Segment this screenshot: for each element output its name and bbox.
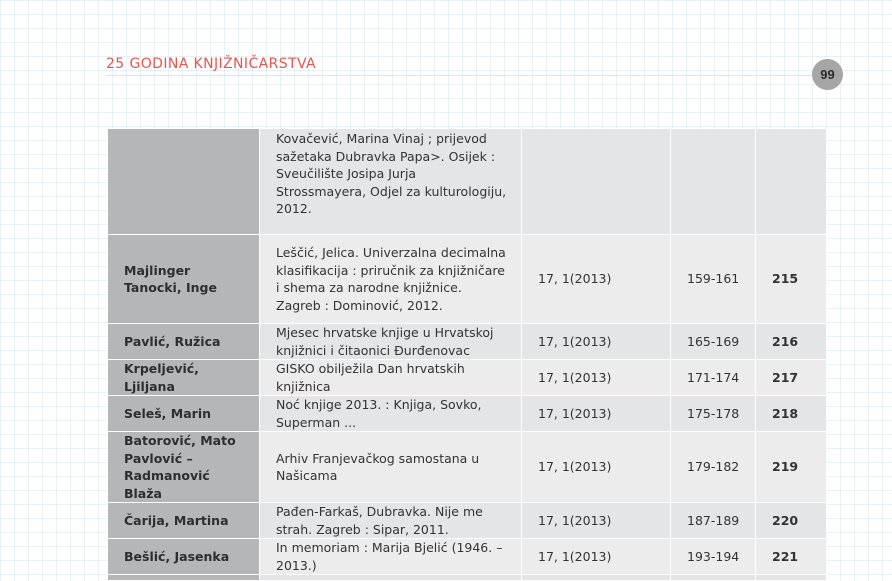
table-row (108, 360, 827, 396)
issue-cell (522, 129, 671, 235)
title-cell: Noć knjige 2013. : Knjiga, Sovko, Superman ... (260, 396, 522, 432)
table-row (108, 539, 827, 575)
pages-cell: 179-182 (671, 432, 756, 503)
page-number-badge: 99 (812, 59, 843, 90)
title-cell: Leščić, Jelica. Univerzalna decimalna klasifikacija : priručnik za knjižničare i shema za narodne knjižnice. Zagreb : Dominović, 2012. (260, 235, 522, 324)
table-row (108, 432, 827, 503)
author-cell: Krpeljević, Ljiljana (108, 360, 260, 396)
title-cell: Mjesec hrvatske knjige u Hrvatskoj knjižnici i čitaonici Đurđenovac (260, 324, 522, 360)
running-header-title: 25 GODINA KNJIŽNIČARSTVA (106, 56, 317, 72)
issue-cell: 17, 1(2013) (522, 432, 671, 503)
pages-cell: 165-169 (671, 324, 756, 360)
author-cell: Pavlić, Ružica (108, 324, 260, 360)
pages-cell: 175-178 (671, 396, 756, 432)
title-cell: In memoriam : Marija Bjelić (1946. – 2013.) (260, 539, 522, 575)
title-cell: Arhiv Franjevačkog samostana u Našicama (260, 432, 522, 503)
entry-number-cell: 219 (756, 432, 827, 503)
entry-number-cell: 220 (756, 503, 827, 539)
pages-cell: 187-189 (671, 503, 756, 539)
table-row (108, 396, 827, 432)
title-cell: Pađen-Farkaš, Dubravka. Nije me strah. Zagreb : Sipar, 2011. (260, 503, 522, 539)
entry-number-cell: 216 (756, 324, 827, 360)
bibliography-table (107, 128, 827, 581)
author-cell: Seleš, Marin (108, 396, 260, 432)
header-divider (106, 75, 816, 76)
entry-number-cell: 218 (756, 396, 827, 432)
issue-cell: 17, 1(2013) (522, 324, 671, 360)
author-cell: Čarija, Martina (108, 503, 260, 539)
entry-number-cell: 217 (756, 360, 827, 396)
issue-cell: 17, 1(2013) (522, 396, 671, 432)
author-cell: Batorović, Mato Pavlović – Radmanović Blaža (108, 432, 260, 503)
title-cell: Kovačević, Marina Vinaj ; prijevod sažetaka Dubravka Papa>. Osijek : Sveučilište Josipa Jurja Strossmayera, Odjel za kulturologiju, 2012. (260, 129, 522, 235)
pages-cell: 159-161 (671, 235, 756, 324)
issue-cell: 17, 1(2013) (522, 360, 671, 396)
table-row (108, 503, 827, 539)
entry-number-cell (756, 129, 827, 235)
entry-number-cell: 221 (756, 539, 827, 575)
issue-cell: 17, 1(2013) (522, 539, 671, 575)
table-row (108, 129, 827, 235)
table-row (108, 235, 827, 324)
table-row (108, 324, 827, 360)
pages-cell (671, 129, 756, 235)
title-cell: GISKO obilježila Dan hrvatskih knjižnica (260, 360, 522, 396)
pages-cell: 171-174 (671, 360, 756, 396)
author-cell (108, 129, 260, 235)
issue-cell: 17, 1(2013) (522, 235, 671, 324)
author-cell: Bešlić, Jasenka (108, 539, 260, 575)
entry-number-cell: 215 (756, 235, 827, 324)
author-cell: Majlinger Tanocki, Inge (108, 235, 260, 324)
issue-cell: 17, 1(2013) (522, 503, 671, 539)
pages-cell: 193-194 (671, 539, 756, 575)
